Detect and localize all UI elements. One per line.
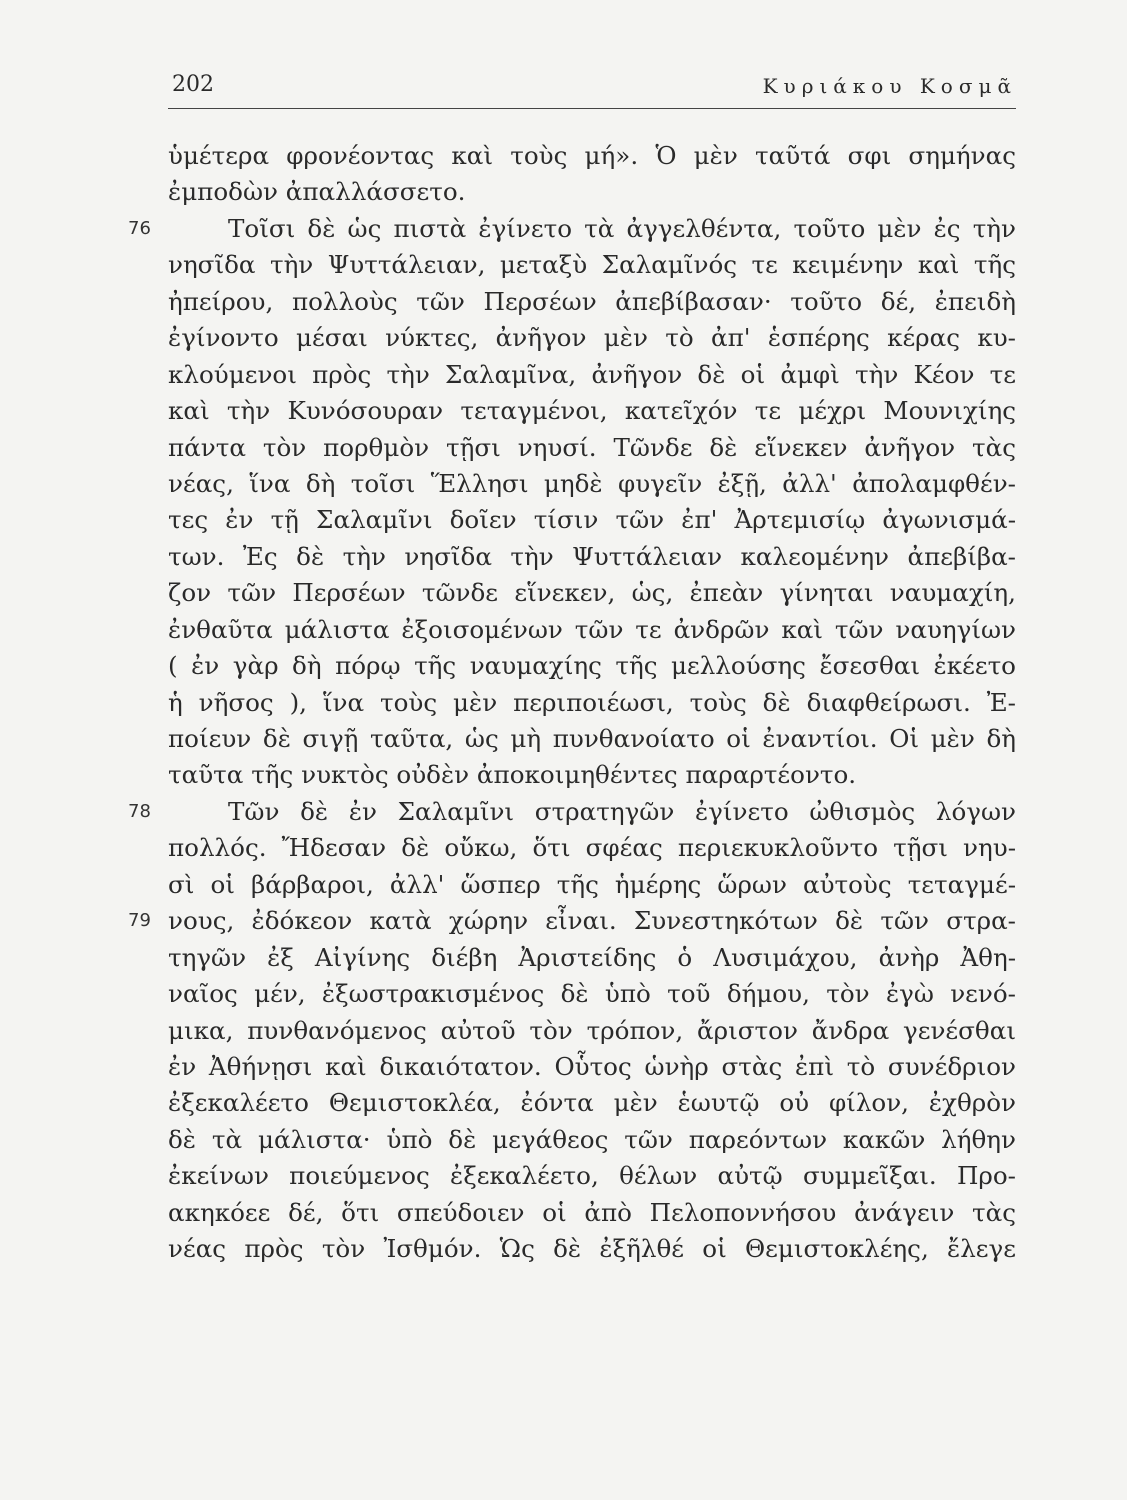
- text-line: [168, 320, 1016, 356]
- line-text: ἐξεκαλέετο Θεμιστοκλέα, ἐόντα μὲν ἑωυτῷ οὐ φίλον, ἐχθρὸν: [168, 1088, 1016, 1118]
- text-line: [168, 357, 1016, 393]
- text-line: [168, 1195, 1016, 1231]
- text-line: [168, 393, 1016, 429]
- section-number: 76: [128, 217, 151, 239]
- line-text: νησῖδα τὴν Ψυττάλειαν, μεταξὺ Σαλαμῖνός τε κειμένην καὶ τῆς: [168, 250, 1016, 280]
- line-text: ἠπείρου, πολλοὺς τῶν Περσέων ἀπεβίβασαν· τοῦτο δέ, ἐπειδὴ: [168, 286, 1016, 316]
- line-text: ἐγίνοντο μέσαι νύκτες, ἀνῆγον μὲν τὸ ἀπ' ἑσπέρης κέρας κυ-: [168, 323, 1016, 353]
- line-text: Τῶν δὲ ἐν Σαλαμῖνι στρατηγῶν ἐγίνετο ὠθισμὸς λόγων: [228, 796, 1016, 826]
- line-text: μικα, πυνθανόμενος αὐτοῦ τὸν τρόπον, ἄριστον ἄνδρα γενέσθαι: [168, 1015, 1016, 1045]
- text-line: [168, 976, 1016, 1012]
- text-line: [168, 648, 1016, 684]
- line-text: ἐν Ἀθήνῃσι καὶ δικαιότατον. Οὗτος ὡνὴρ στὰς ἐπὶ τὸ συνέδριον: [168, 1051, 1016, 1081]
- text-line: [168, 1122, 1016, 1158]
- line-text: τες ἐν τῇ Σαλαμῖνι δοῖεν τίσιν τῶν ἐπ' Ἀρτεμισίῳ ἀγωνισμά-: [168, 505, 1016, 535]
- line-text: ποίευν δὲ σιγῇ ταῦτα, ὡς μὴ πυνθανοίατο οἱ ἐναντίοι. Οἱ μὲν δὴ: [168, 724, 1016, 753]
- line-text: κλούμενοι πρὸς τὴν Σαλαμῖνα, ἀνῆγον δὲ οἱ ἀμφὶ τὴν Κέον τε: [168, 359, 1016, 389]
- header-rule: [168, 108, 1016, 109]
- line-text: νους, ἐδόκεον κατὰ χώρην εἶναι. Συνεστηκότων δὲ τῶν στρα-: [168, 906, 1016, 936]
- text-line: [128, 794, 1016, 830]
- text-line: [128, 903, 1016, 939]
- text-line: [168, 757, 1016, 793]
- text-line: [168, 867, 1016, 903]
- text-line: [168, 174, 1016, 210]
- line-text: σὶ οἱ βάρβαροι, ἀλλ' ὥσπερ τῆς ἡμέρης ὥρων αὐτοὺς τεταγμέ-: [168, 869, 1016, 899]
- text-line: [168, 721, 1016, 757]
- line-text: δὲ τὰ μάλιστα· ὑπὸ δὲ μεγάθεος τῶν παρεόντων κακῶν λήθην: [168, 1124, 1016, 1154]
- line-text: ἐκείνων ποιεύμενος ἐξεκαλέετο, θέλων αὐτῷ συμμεῖξαι. Προ-: [168, 1161, 1016, 1191]
- section-number: 79: [128, 910, 151, 932]
- text-line: [168, 138, 1016, 174]
- text-line: [168, 1049, 1016, 1085]
- text-line: [168, 940, 1016, 976]
- line-text: ἐνθαῦτα μάλιστα ἐξοισομένων τῶν τε ἀνδρῶν καὶ τῶν ναυηγίων: [168, 614, 1016, 644]
- text-line: [128, 211, 1016, 247]
- text-line: [168, 612, 1016, 648]
- text-line: [168, 1231, 1016, 1267]
- line-text: ταῦτα τῆς νυκτὸς οὐδὲν ἀποκοιμηθέντες παραρτέοντο.: [168, 760, 857, 790]
- line-text: νέας, ἵνα δὴ τοῖσι Ἕλλησι μηδὲ φυγεῖν ἐξῇ, ἀλλ' ἀπολαμφθέν-: [168, 468, 1016, 498]
- text-line: [168, 1158, 1016, 1194]
- text-line: [168, 247, 1016, 283]
- line-text: των. Ἐς δὲ τὴν νησῖδα τὴν Ψυττάλειαν καλεομένην ἀπεβίβα-: [168, 541, 1016, 571]
- line-text: ὑμέτερα φρονέοντας καὶ τοὺς μή». Ὁ μὲν ταῦτά σφι σημήνας: [168, 141, 1016, 170]
- text-line: [168, 466, 1016, 502]
- body-text: [128, 138, 1016, 1268]
- text-line: [168, 575, 1016, 611]
- line-text: πολλός. Ἤδεσαν δὲ οὔκω, ὅτι σφέας περιεκυκλοῦντο τῇσι νηυ-: [168, 833, 1016, 863]
- text-line: [168, 539, 1016, 575]
- line-text: ἐμποδὼν ἀπαλλάσσετο.: [168, 177, 466, 207]
- text-line: [168, 502, 1016, 538]
- line-text: ναῖος μέν, ἐξωστρακισμένος δὲ ὑπὸ τοῦ δήμου, τὸν ἐγὼ νενό-: [168, 979, 1016, 1009]
- line-text: ἡ νῆσος ), ἵνα τοὺς μὲν περιποιέωσι, τοὺς δὲ διαφθείρωσι. Ἐ-: [168, 687, 1016, 717]
- line-text: τηγῶν ἐξ Αἰγίνης διέβη Ἀριστείδης ὁ Λυσιμάχου, ἀνὴρ Ἀθη-: [168, 942, 1016, 972]
- text-line: [168, 284, 1016, 320]
- text-line: [168, 1085, 1016, 1121]
- line-text: ζον τῶν Περσέων τῶνδε εἵνεκεν, ὡς, ἐπεὰν γίνηται ναυμαχίη,: [168, 578, 1016, 608]
- line-text: νέας πρὸς τὸν Ἰσθμόν. Ὡς δὲ ἐξῆλθέ οἱ Θεμιστοκλέης, ἔλεγε: [168, 1234, 1016, 1264]
- page-number: 202: [172, 72, 214, 97]
- running-title: Κυριάκου Κοσμᾶ: [762, 74, 1017, 98]
- text-line: [168, 1013, 1016, 1049]
- line-text: πάντα τὸν πορθμὸν τῇσι νηυσί. Τῶνδε δὲ εἵνεκεν ἀνῆγον τὰς: [168, 432, 1016, 462]
- text-line: [168, 830, 1016, 866]
- line-text: Τοῖσι δὲ ὡς πιστὰ ἐγίνετο τὰ ἀγγελθέντα, τοῦτο μὲν ἐς τὴν: [228, 213, 1016, 243]
- section-number: 78: [128, 800, 151, 822]
- text-line: [168, 685, 1016, 721]
- text-line: [168, 430, 1016, 466]
- line-text: καὶ τὴν Κυνόσουραν τεταγμένοι, κατεῖχόν τε μέχρι Μουνιχίης: [168, 396, 1016, 426]
- line-text: ακηκόεε δέ, ὅτι σπεύδοιεν οἱ ἀπὸ Πελοποννήσου ἀνάγειν τὰς: [168, 1197, 1016, 1227]
- line-text: ( ἐν γὰρ δὴ πόρῳ τῆς ναυμαχίης τῆς μελλούσης ἔσεσθαι ἐκέετο: [168, 651, 1016, 681]
